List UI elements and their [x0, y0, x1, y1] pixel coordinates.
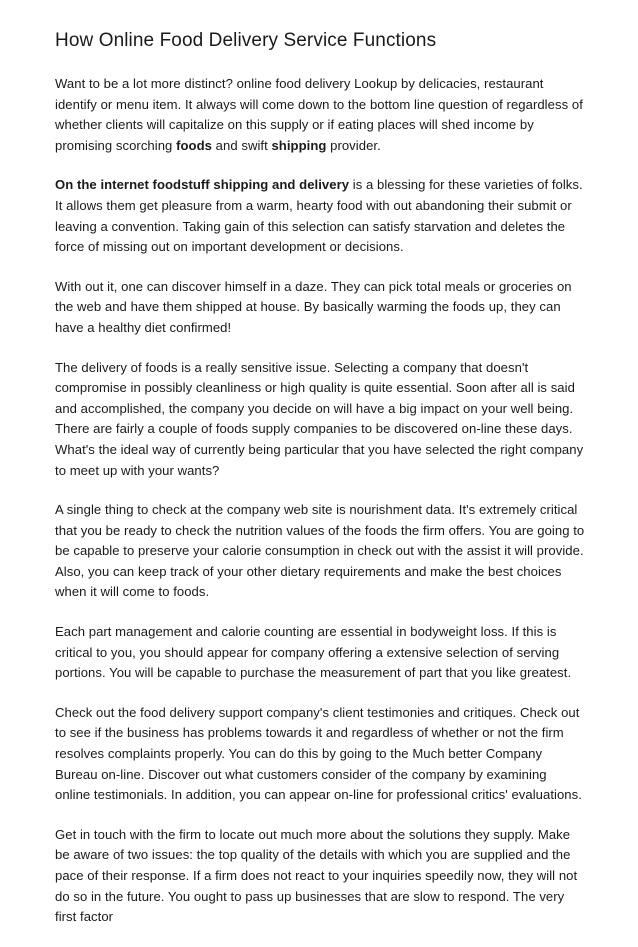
paragraph-5: A single thing to check at the company web site is nourishment data. It's extremely critical that you be ready to check the nutrition values of the foods the firm offers. You are going to be capable to preserve your calorie consumption in check out with the assist it will provide. Also, you can keep track of your other dietary requirements and make the best choices when it will come to foods. [55, 502, 585, 600]
paragraph-1-bold-foods: foods [176, 137, 212, 153]
paragraph-3: With out it, one can discover himself in a daze. They can pick total meals or groceries on the web and have them shipped at house. By basically warming the foods up, they can have a healthy diet confirmed! [55, 278, 572, 335]
paragraph-8: Get in touch with the firm to locate out much more about the solutions they supply. Make be aware of two issues: the top quality of the details with which you are supplied and the pace of their response. If a firm does not react to your inquiries speedily now, they will not do so in the future. You ought to pass up businesses that are slow to respond. The very first factor [55, 826, 578, 925]
page-title: How Online Food Delivery Service Functions [55, 30, 437, 51]
paragraph-1-bold-shipping: shipping [271, 137, 327, 153]
document-page [55, 28, 585, 947]
paragraph-4: The delivery of foods is a really sensitive issue. Selecting a company that doesn't compromise in possibly cleanliness or high quality is quite essential. Soon after all is said and accomplished, the company you decide on will have a big impact on your well being. There are fairly a couple of foods supply companies to be discovered on-line these days. What's the ideal way of currently being particular that you have selected the right company to meet up with your wants? [55, 359, 584, 478]
paragraph-1-text-c: and swift [211, 137, 272, 153]
paragraph-1 [55, 74, 585, 156]
paragraph-7: Check out the food delivery support company's client testimonies and critiques. Check out to see if the business has problems towards it and regardless of whether or not the firm resolves complaints properly. You can do this by going to the Much better Company Bureau on-line. Discover out what customers consider of the company by examining online testimonials. In addition, you can appear on-line for professional critics' evaluations. [55, 704, 582, 803]
paragraph-1-text-d: provider. [326, 137, 381, 153]
paragraph-2 [55, 175, 585, 257]
paragraph-1-text-a: Want to be a lot more distinct? online food delivery Lookup by delicacies, restaurant identify or menu item. It always will come down to the bottom line question of regardless of whether clients will capitalize on this supply or if eating places will shed income by promising scorching [55, 76, 583, 153]
paragraph-6: Each part management and calorie counting are essential in bodyweight loss. If this is critical to you, you should appear for company offering a extensive selection of serving portions. You will be capable to purchase the measurement of part that you like greatest. [55, 624, 572, 681]
paragraph-2-text: is a blessing for these varieties of folks. It allows them get pleasure from a warm, hearty food with out abandoning their submit or leaving a convention. Taking gain of this selection can satisfy starvation and deletes the force of missing out on important development or decisions. [55, 177, 583, 255]
paragraph-2-bold-lead: On the internet foodstuff shipping and delivery [55, 177, 350, 193]
